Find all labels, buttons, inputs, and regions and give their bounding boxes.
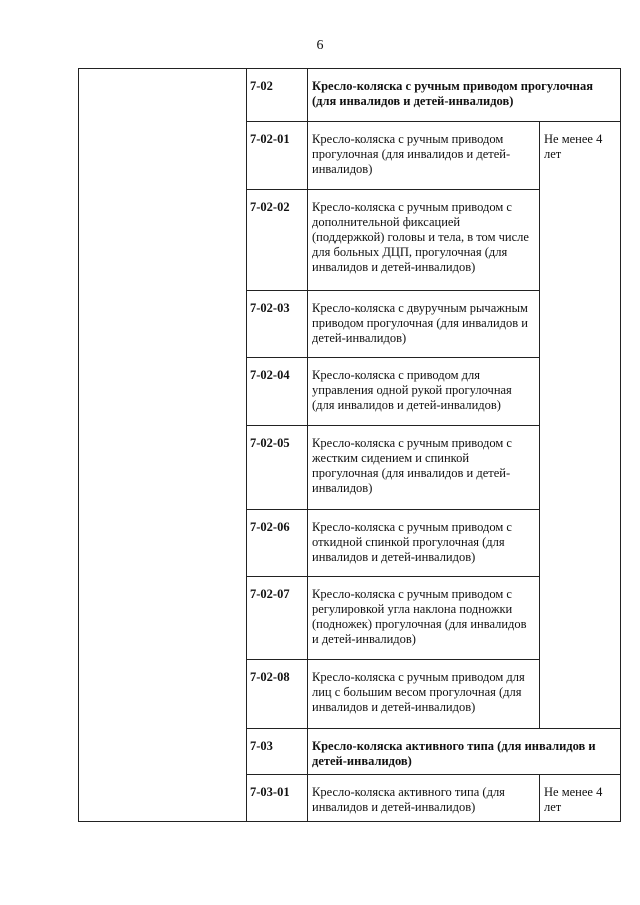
item-code: 7-02-02 bbox=[247, 190, 308, 291]
item-name: Кресло-коляска с ручным приводом прогулочная (для инвалидов и детей-инвалидов) bbox=[308, 122, 540, 190]
item-term: Не менее 4 лет bbox=[540, 122, 621, 729]
item-name: Кресло-коляска активного типа (для инвалидов и детей-инвалидов) bbox=[308, 775, 540, 822]
empty-first-column bbox=[79, 69, 247, 822]
item-name: Кресло-коляска с ручным приводом с жестким сидением и спинкой прогулочная (для инвалидов и детей-инвалидов) bbox=[308, 426, 540, 510]
item-code: 7-02-08 bbox=[247, 660, 308, 729]
group-code: 7-03 bbox=[247, 729, 308, 775]
group-code: 7-02 bbox=[247, 69, 308, 122]
item-code: 7-02-04 bbox=[247, 358, 308, 426]
item-term: Не менее 4 лет bbox=[540, 775, 621, 822]
item-name: Кресло-коляска с приводом для управления одной рукой прогулочная (для инвалидов и детей-инвалидов) bbox=[308, 358, 540, 426]
item-name: Кресло-коляска с ручным приводом с откидной спинкой прогулочная (для инвалидов и детей-инвалидов) bbox=[308, 510, 540, 577]
page-number: 6 bbox=[316, 38, 324, 53]
item-code: 7-02-03 bbox=[247, 291, 308, 358]
item-code: 7-03-01 bbox=[247, 775, 308, 822]
group-title: Кресло-коляска активного типа (для инвалидов и детей-инвалидов) bbox=[308, 729, 621, 775]
item-code: 7-02-06 bbox=[247, 510, 308, 577]
group-title: Кресло-коляска с ручным приводом прогулочная (для инвалидов и детей-инвалидов) bbox=[308, 69, 621, 122]
rehabilitation-means-table bbox=[78, 68, 621, 822]
item-name: Кресло-коляска с ручным приводом с регулировкой угла наклона подножки (подножек) прогулочная (для инвалидов и детей-инвалидов) bbox=[308, 577, 540, 660]
item-code: 7-02-01 bbox=[247, 122, 308, 190]
item-name: Кресло-коляска с ручным приводом для лиц с большим весом прогулочная (для инвалидов и детей-инвалидов) bbox=[308, 660, 540, 729]
item-name: Кресло-коляска с ручным приводом с дополнительной фиксацией (поддержкой) головы и тела, в том числе для больных ДЦП, прогулочная (для инвалидов и детей-инвалидов) bbox=[308, 190, 540, 291]
item-name: Кресло-коляска с двуручным рычажным приводом прогулочная (для инвалидов и детей-инвалидов) bbox=[308, 291, 540, 358]
item-code: 7-02-07 bbox=[247, 577, 308, 660]
group-row-7-02 bbox=[79, 69, 621, 122]
item-code: 7-02-05 bbox=[247, 426, 308, 510]
